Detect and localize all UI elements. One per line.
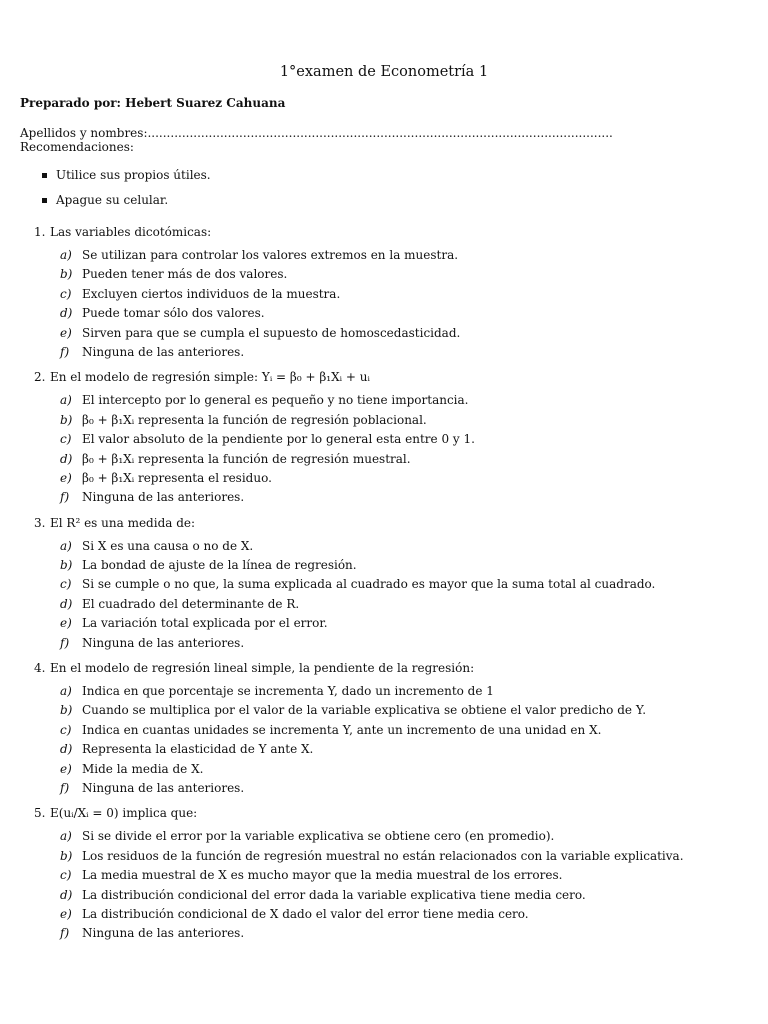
option-text: Representa la elasticidad de Y ante X. (82, 742, 314, 757)
question-number: 2. (34, 370, 46, 385)
question-number: 1. (34, 225, 46, 239)
question-text: En el modelo de regresión lineal simple, la pendiente de la regresión: (50, 661, 475, 676)
option-text: Si se divide el error por la variable explicativa se obtiene cero (en promedio). (82, 829, 555, 844)
option-label: d) (60, 306, 73, 321)
option-text: Ninguna de las anteriores. (82, 344, 245, 359)
option-text: Cuando se multiplica por el valor de la variable explicativa se obtiene el valor predicho de Y. (82, 703, 647, 718)
option-item (20, 723, 748, 742)
question-text: El R² es una medida de: (50, 515, 196, 530)
option-label: f) (60, 780, 70, 795)
option-text: Pueden tener más de dos valores. (82, 267, 288, 282)
option-text: Los residuos de la función de regresión muestral no están relacionados con la variable explicativa. (82, 848, 684, 863)
option-label: e) (60, 761, 72, 776)
question-header (20, 806, 748, 825)
question-header (20, 661, 748, 680)
option-label: e) (60, 470, 72, 485)
option-item (20, 616, 748, 635)
option-label: a) (60, 684, 72, 699)
option-label: b) (60, 267, 73, 282)
option-text: Ninguna de las anteriores. (82, 926, 245, 941)
option-label: f) (60, 635, 70, 650)
option-item (20, 452, 748, 471)
option-text: La distribución condicional de X dado el valor del error tiene media cero. (82, 906, 529, 921)
option-text: Indica en que porcentaje se incrementa Y, dado un incremento de 1 (82, 684, 494, 699)
question-header (20, 516, 748, 535)
option-item (20, 907, 748, 926)
option-label: a) (60, 393, 72, 408)
option-label: e) (60, 616, 72, 631)
option-item (20, 684, 748, 703)
recommendations-label: Recomendaciones: (20, 140, 134, 154)
option-item (20, 345, 748, 364)
question-text: En el modelo de regresión simple: Yᵢ = β₀ + β₁Xᵢ + uᵢ (50, 370, 370, 385)
option-label: e) (60, 906, 72, 921)
option-label: c) (60, 868, 72, 883)
option-text: Ninguna de las anteriores. (82, 490, 245, 505)
option-item (20, 558, 748, 577)
option-item (20, 703, 748, 722)
option-label: e) (60, 325, 72, 340)
option-text: β₀ + β₁Xᵢ representa el residuo. (82, 470, 272, 485)
option-label: d) (60, 451, 73, 466)
author-line: Preparado por: Hebert Suarez Cahuana (20, 96, 286, 110)
option-item (20, 267, 748, 286)
option-text: La variación total explicada por el error. (82, 616, 328, 631)
option-label: f) (60, 490, 70, 505)
option-list (20, 684, 748, 800)
question-header (20, 370, 748, 389)
option-list (20, 829, 748, 945)
option-text: El valor absoluto de la pendiente por lo general esta entre 0 y 1. (82, 432, 475, 447)
exam-page (20, 0, 748, 1024)
option-label: c) (60, 722, 72, 737)
option-text: Mide la media de X. (82, 761, 204, 776)
option-text: Excluyen ciertos individuos de la muestra. (82, 286, 341, 301)
bullet-square-icon (42, 198, 47, 203)
option-item (20, 926, 748, 945)
option-item (20, 471, 748, 490)
option-text: β₀ + β₁Xᵢ representa la función de regresión poblacional. (82, 412, 427, 427)
option-text: Ninguna de las anteriores. (82, 780, 245, 795)
option-text: El intercepto por lo general es pequeño y no tiene importancia. (82, 393, 469, 408)
option-item (20, 888, 748, 907)
option-text: β₀ + β₁Xᵢ representa la función de regresión muestral. (82, 451, 411, 466)
question-header (20, 225, 748, 244)
exam-title: 1°examen de Econometría 1 (279, 64, 489, 80)
option-label: f) (60, 926, 70, 941)
option-label: d) (60, 742, 73, 757)
question-4 (20, 661, 748, 800)
option-item (20, 781, 748, 800)
option-label: b) (60, 703, 73, 718)
name-field-line: Apellidos y nombres:.......................................................................................................................... (20, 126, 613, 140)
option-text: Puede tomar sólo dos valores. (82, 306, 265, 321)
option-text: El cuadrado del determinante de R. (82, 596, 300, 611)
option-text: Ninguna de las anteriores. (82, 635, 245, 650)
option-text: Sirven para que se cumpla el supuesto de homoscedasticidad. (82, 325, 461, 340)
option-label: b) (60, 412, 73, 427)
option-item (20, 326, 748, 345)
option-label: d) (60, 596, 73, 611)
recommendation-text: Utilice sus propios útiles. (56, 168, 211, 182)
option-text: La distribución condicional del error dada la variable explicativa tiene media cero. (82, 887, 586, 902)
option-text: La media muestral de X es mucho mayor que la media muestral de los errores. (82, 868, 563, 883)
option-label: c) (60, 286, 72, 301)
question-1 (20, 225, 748, 364)
option-label: f) (60, 344, 70, 359)
option-item (20, 287, 748, 306)
option-text: La bondad de ajuste de la línea de regresión. (82, 558, 357, 573)
question-text: Las variables dicotómicas: (50, 225, 212, 239)
option-list (20, 393, 748, 509)
option-item (20, 597, 748, 616)
option-item (20, 762, 748, 781)
option-text: Se utilizan para controlar los valores extremos en la muestra. (82, 248, 459, 262)
question-3 (20, 516, 748, 655)
option-text: Si se cumple o no que, la suma explicada al cuadrado es mayor que la suma total al cuadrado. (82, 577, 656, 592)
option-label: c) (60, 577, 72, 592)
option-label: b) (60, 558, 73, 573)
option-item (20, 849, 748, 868)
recommendation-text: Apague su celular. (56, 193, 169, 207)
option-item (20, 742, 748, 761)
option-list (20, 539, 748, 655)
option-item (20, 868, 748, 887)
questions-list (20, 225, 748, 952)
question-number: 3. (34, 515, 46, 530)
question-2 (20, 370, 748, 509)
option-item (20, 577, 748, 596)
option-item (20, 393, 748, 412)
option-item (20, 413, 748, 432)
question-number: 4. (34, 661, 46, 676)
option-label: a) (60, 829, 72, 844)
option-label: a) (60, 248, 72, 262)
option-text: Indica en cuantas unidades se incrementa Y, ante un incremento de una unidad en X. (82, 722, 602, 737)
option-text: Si X es una causa o no de X. (82, 538, 254, 553)
option-label: c) (60, 432, 72, 447)
option-item (20, 432, 748, 451)
option-label: b) (60, 848, 73, 863)
bullet-square-icon (42, 173, 47, 178)
option-item (20, 306, 748, 325)
option-label: a) (60, 538, 72, 553)
question-number: 5. (34, 806, 46, 821)
option-item (20, 829, 748, 848)
option-list (20, 248, 748, 364)
question-text: E(uᵢ/Xᵢ = 0) implica que: (50, 806, 198, 821)
option-item (20, 490, 748, 509)
option-item (20, 248, 748, 267)
option-item (20, 636, 748, 655)
option-label: d) (60, 887, 73, 902)
option-item (20, 539, 748, 558)
question-5 (20, 806, 748, 945)
